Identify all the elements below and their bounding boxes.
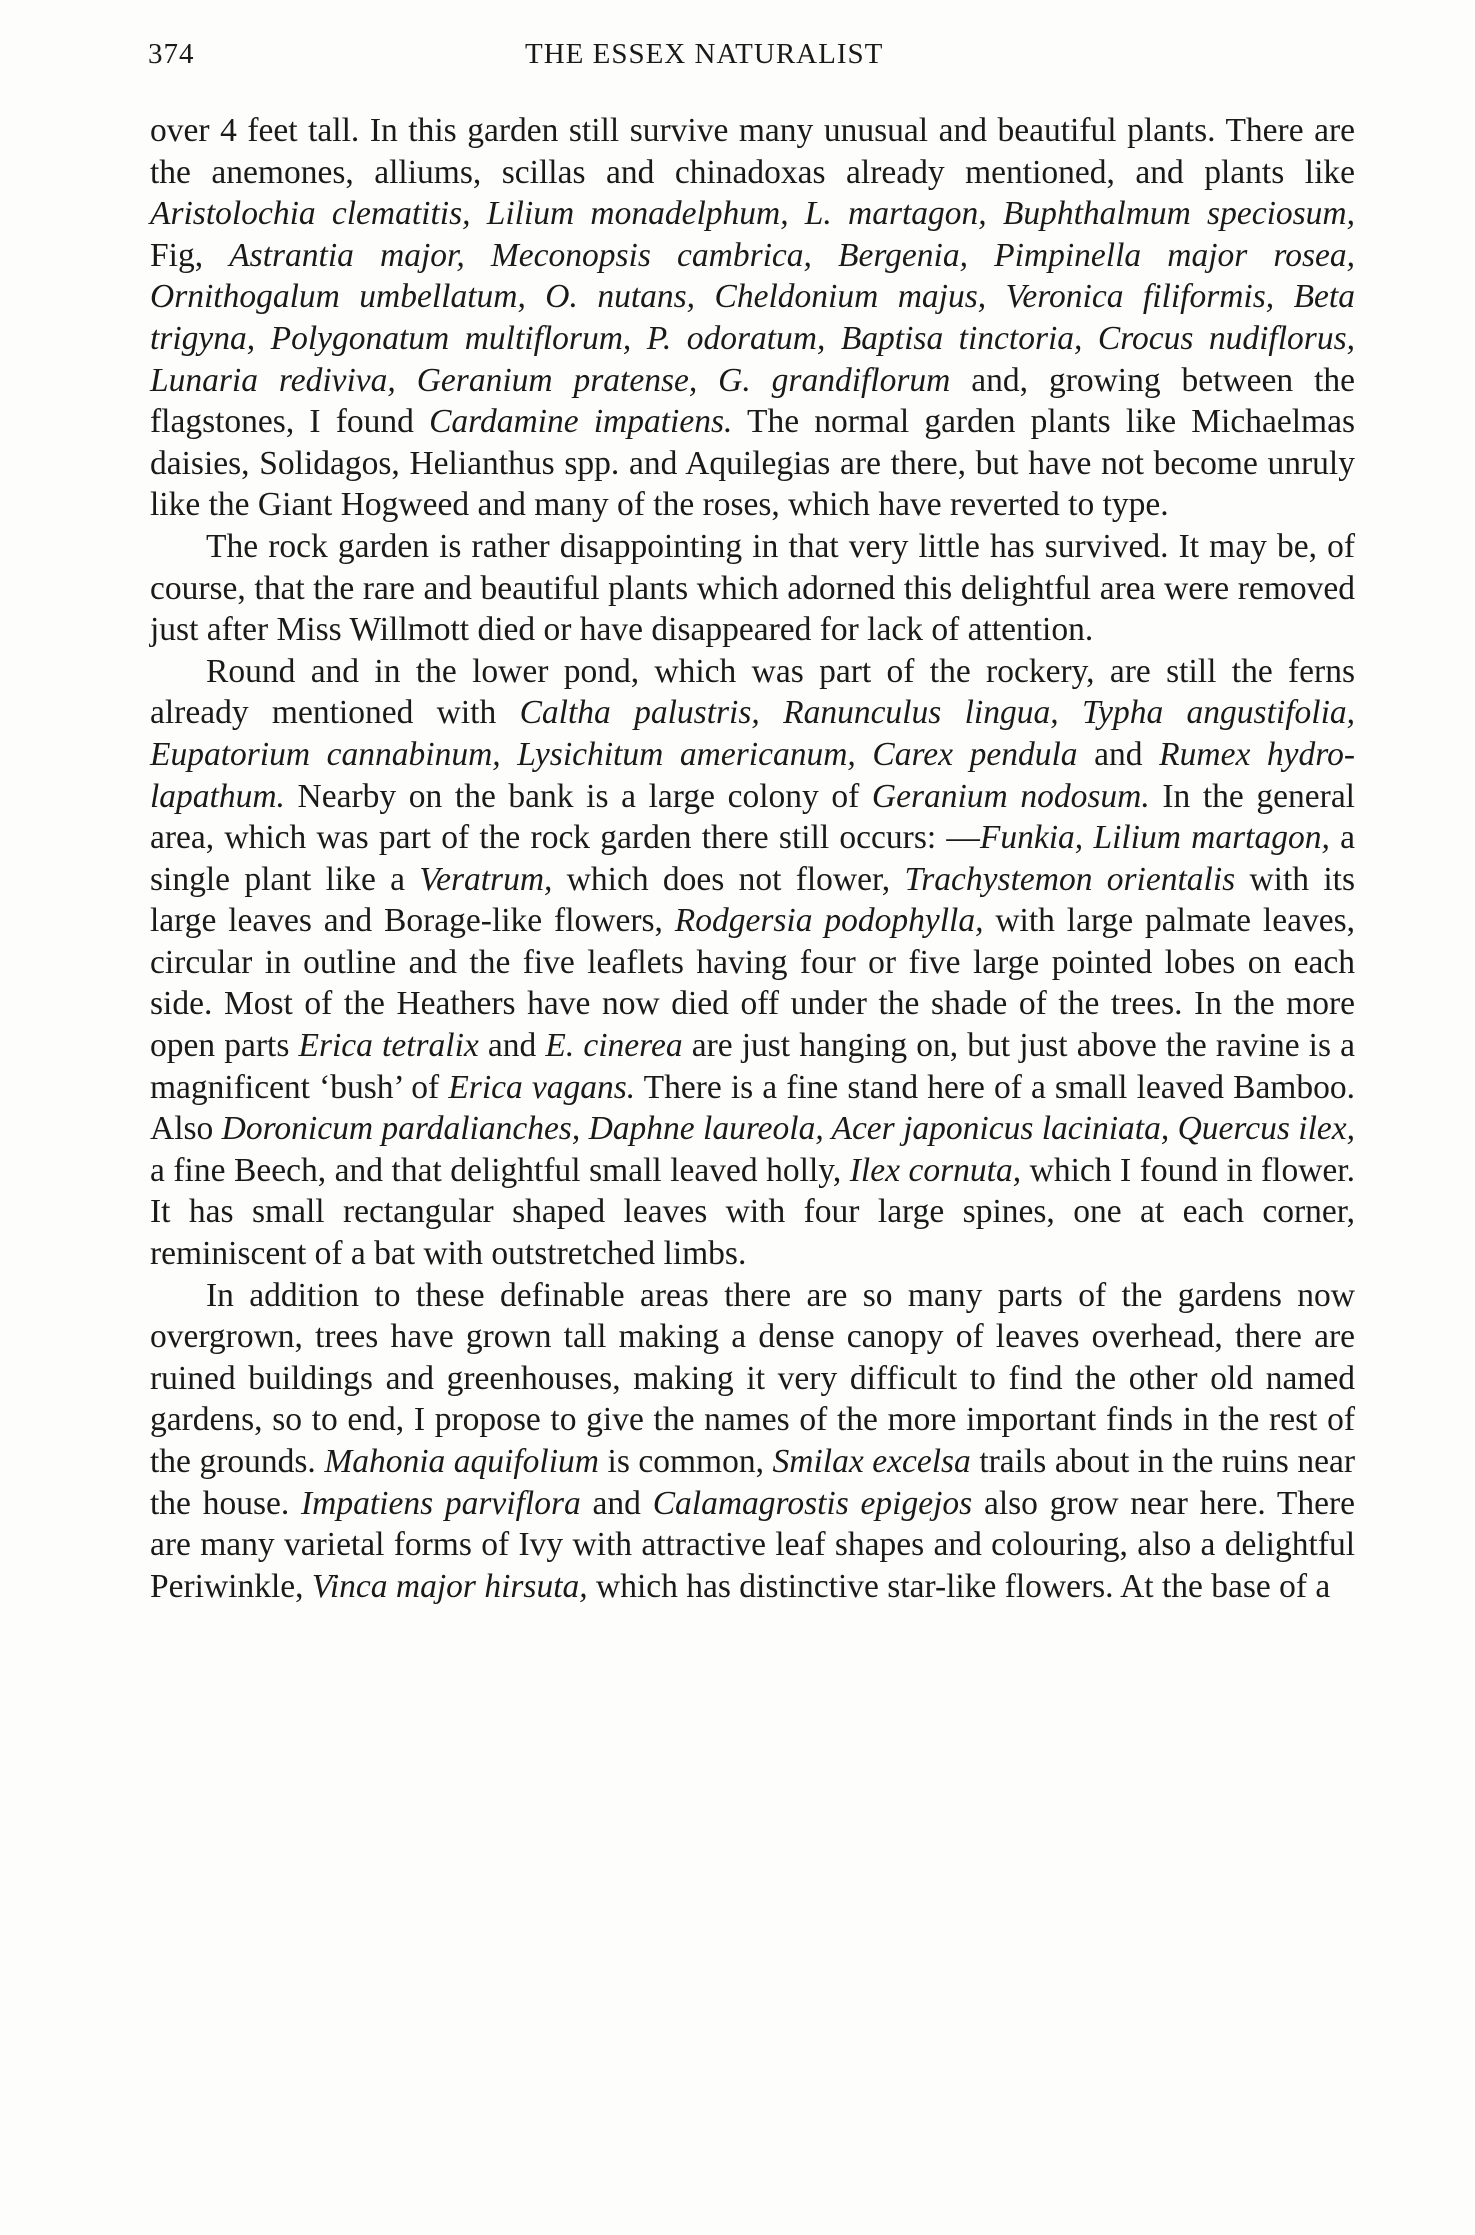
text-run: There is a fine stand here of a small leaved Bamboo. Also xyxy=(150,1068,1355,1148)
species-name: Doronicum pardalianches, Daphne laureola, Acer japonicus laciniata, Quercus ilex, xyxy=(221,1110,1355,1148)
text-run: with large palmate leaves, circular in outline and the five leaflets having four or five large pointed lobes on each side. Most of the Heathers have now died off under the shade of the trees. In the more open parts xyxy=(150,902,1355,1065)
text-run: which does not flower, xyxy=(552,860,905,898)
paragraph-1 xyxy=(150,110,1355,526)
text-run: a fine Beech, and that delightful small leaved holly, xyxy=(150,1151,850,1189)
species-name: E. cinerea xyxy=(545,1027,683,1065)
article-body xyxy=(150,110,1355,1607)
paragraph-3 xyxy=(150,651,1355,1275)
text-run: with its large leaves and Borage-like flowers, xyxy=(150,860,1356,940)
running-head xyxy=(148,38,1358,82)
species-name: Rodgersia podophylla, xyxy=(674,902,984,940)
text-run: are just hanging on, but just above the ravine is a magnificent ‘bush’ of xyxy=(150,1027,1356,1106)
species-name: Aristolochia clematitis, Lilium monadelphum, L. martagon, Buphthalmum speciosum, xyxy=(150,195,1355,233)
text-run: In the general area, which was part of the rock garden there still occurs: — xyxy=(150,777,1355,857)
text-run: is common, xyxy=(598,1443,773,1480)
species-name: Ilex cornuta, xyxy=(849,1151,1022,1189)
species-name: Caltha palustris, Ranunculus lingua, Typha angustifolia, Eupatorium cannabinum, Lysichitum americanum, Carex pendula xyxy=(150,694,1355,773)
species-name: Mahonia aquifolium xyxy=(324,1443,599,1480)
text-run: Round and in the lower pond, which was part of the rockery, are still the ferns already mentioned with xyxy=(150,652,1355,732)
species-name: Erica tetralix xyxy=(298,1027,479,1065)
text-run: and xyxy=(478,1027,546,1065)
text-run: which has distinctive star-like flowers. At the base of a xyxy=(587,1567,1331,1605)
species-name: Smilax excelsa xyxy=(772,1443,971,1480)
text-run: over 4 feet tall. In this garden still survive many unusual and beautiful plants. There are the anemones, alliums, scillas and chinadoxas already mentioned, and plants like xyxy=(150,112,1355,191)
species-name: Calamagrostis epigejos xyxy=(652,1484,973,1522)
text-run: which I found in flower. It has small rectangular shaped leaves with four large spines, one at each corner, reminiscent of a bat with outstretched limbs. xyxy=(150,1151,1355,1273)
species-name: Trachystemon orientalis xyxy=(904,860,1236,898)
species-name: Cardamine impatiens. xyxy=(429,403,733,441)
species-name: Impatiens parviflora xyxy=(301,1484,581,1522)
text-run: and xyxy=(1077,735,1160,773)
species-name: Astrantia major, Meconopsis cambrica, Bergenia, Pimpinella major rosea, Ornithogalum umbellatum, O. nutans, Cheldonium majus, Veronica filiformis, Beta trigyna, Polygonatum multiflorum, P. odoratum, Baptisa tinctoria, Crocus nudiflorus, Lunaria rediviva, Geranium pratense, G. grandiflorum xyxy=(150,236,1355,399)
text-run: The rock garden is rather disappointing in that very little has survived. It may be, of course, that the rare and beautiful plants which adorned this delightful area were removed just after Miss Willmott died or have disappeared for lack of attention. xyxy=(150,527,1355,649)
text-run: trails about in the ruins near the house. xyxy=(150,1443,1356,1522)
species-name: Erica vagans. xyxy=(448,1068,636,1106)
text-run: Fig, xyxy=(150,236,230,274)
page-number: 374 xyxy=(148,38,195,70)
text-run: and, growing between the flagstones, I found xyxy=(150,361,1356,441)
text-run: a single plant like a xyxy=(150,819,1355,898)
species-name: Rumex hydrolapathum. xyxy=(150,735,1356,815)
species-name: Funkia, Lilium martagon, xyxy=(979,819,1330,857)
text-run: In addition to these definable areas there are so many parts of the gardens now overgrown, trees have grown tall making a dense canopy of leaves overhead, there are ruined buildings and greenhouses, making it very difficult to find the other old named gardens, so to end, I propose to give the names of the more important finds in the rest of the grounds. xyxy=(150,1276,1355,1480)
species-name: Geranium nodosum. xyxy=(871,777,1150,815)
text-run: also grow near here. There are many varietal forms of Ivy with attractive leaf shapes and colouring, also a delightful Periwinkle, xyxy=(150,1484,1356,1605)
text-run: and xyxy=(580,1484,653,1522)
text-run: The normal garden plants like Michaelmas daisies, Solidagos, Helianthus spp. and Aquilegias are there, but have not become unruly like the Giant Hogweed and many of the roses, which have reverted to type. xyxy=(150,403,1355,524)
paragraph-2 xyxy=(150,526,1355,651)
species-name: Veratrum, xyxy=(419,860,553,898)
journal-title: THE ESSEX NATURALIST xyxy=(525,38,884,70)
species-name: Vinca major hirsuta, xyxy=(311,1567,588,1605)
text-run: Nearby on the bank is a large colony of xyxy=(284,777,872,815)
paragraph-4 xyxy=(150,1275,1355,1608)
